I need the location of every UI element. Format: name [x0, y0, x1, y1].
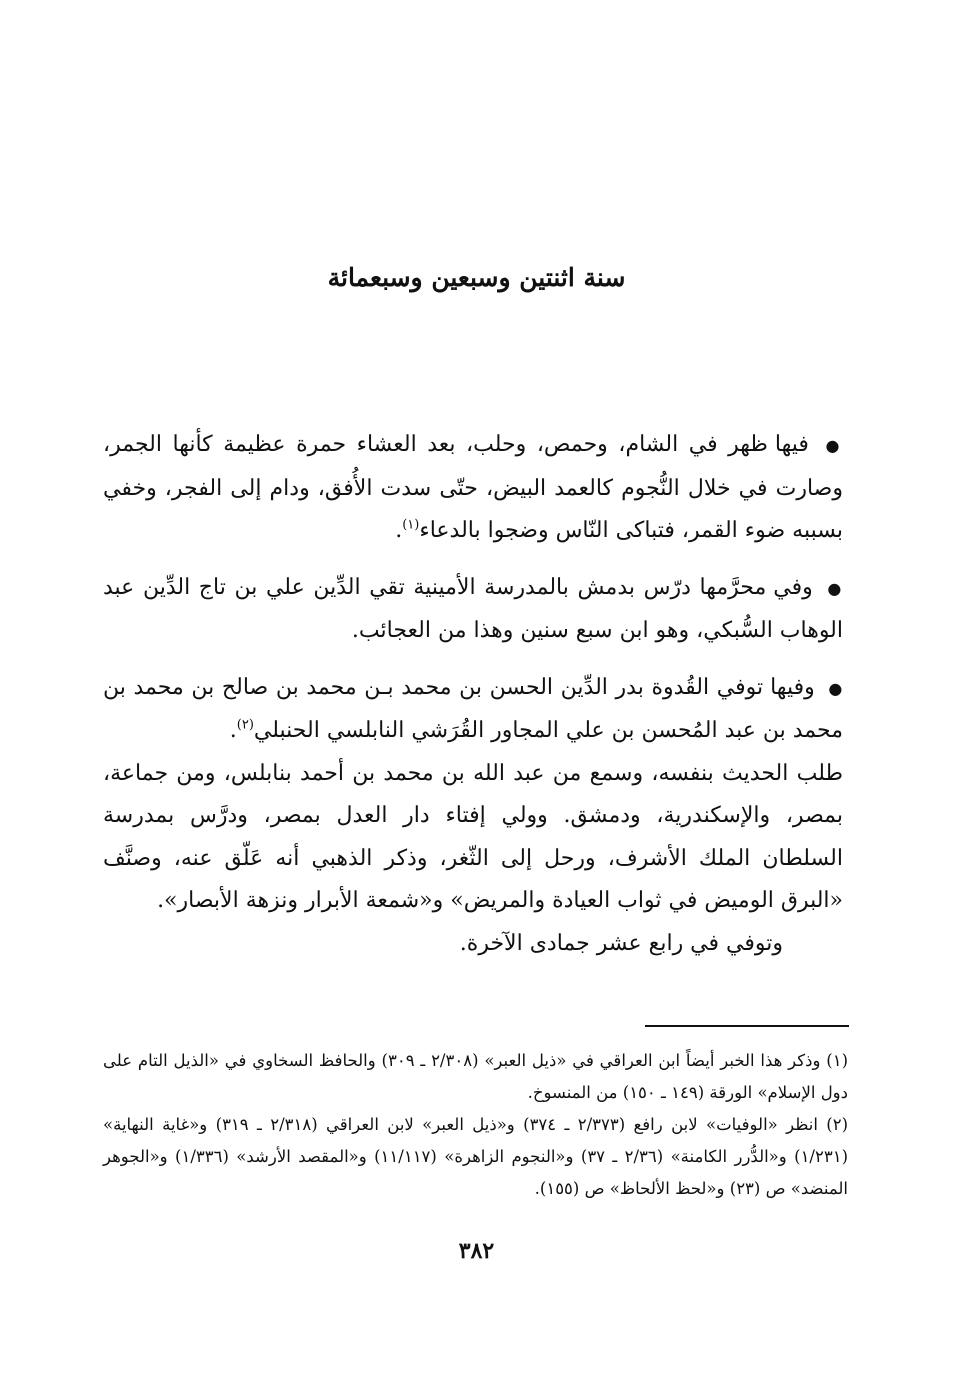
bullet-icon: ● — [825, 436, 843, 455]
paragraph-1-text: فيها ظهر في الشام، وحمص، وحلب، بعد العشاء حمرة عظيمة كأنها الجمر، وصارت في خلال النُّجوم كالعمد البيض، حتّى سدت الأُفق، ودام إلى الفجر، وخفي بسببه ضوء القمر، فتباكى النّاس وضجوا بالدعاء — [103, 432, 843, 543]
footnote-ref-2[interactable]: (٢) — [236, 717, 254, 733]
paragraph-5: وتوفي في رابع عشر جمادى الآخرة. — [459, 930, 783, 956]
bullet-icon: ● — [828, 678, 844, 698]
footnote-2: (٢) انظر «الوفيات» لابن رافع (٢/٣٧٣ ـ ٣٧٤) و«ذيل العبر» لابن العراقي (٢/٣١٨ ـ ٣١٩) و«غاية النهاية» (١/٢٣١) و«الدُّرر الكامنة» (٢/٣٦ ـ ٣٧) و«النجوم الزاهرة» (١١/١١٧) و«المقصد الأرشد» (١/٣٣٦) و«الجوهر المنضد» ص (٢٣) و«لحظ الألحاظ» ص (١٥٥). — [103, 1115, 849, 1198]
paragraph-1 — [103, 424, 843, 553]
paragraph-3-end: . — [229, 718, 237, 743]
footnote-divider — [645, 1025, 849, 1027]
paragraph-2 — [103, 567, 843, 653]
paragraph-2-text: وفي محرَّمها درّس بدمش بالمدرسة الأمينية تقي الدِّين علي بن تاج الدِّين عبد الوهاب السُّبكي، وهو ابن سبع سنين وهذا من العجائب. — [103, 574, 843, 643]
paragraph-1-end: . — [395, 518, 403, 543]
section-title: سنة اثنتين وسبعين وسبعمائة — [327, 263, 626, 292]
footnote-ref-1[interactable]: (١) — [402, 517, 420, 533]
paragraph-4: طلب الحديث بنفسه، وسمع من عبد الله بن محمد بن أحمد بنابلس، ومن جماعة، بمصر، والإسكندرية، ودمشق. وولي إفتاء دار العدل بمصر، ودرَّس بمدرسة السلطان الملك الأشرف، ورحل إلى الثّغر، وذكر الذهبي أنه عَلّق عنه، وصنَّف «البرق الوميض في ثواب العيادة والمريض» و«شمعة الأبرار ونزهة الأبصار». — [103, 760, 843, 913]
paragraph-3 — [103, 667, 843, 753]
main-text — [103, 424, 843, 965]
page-number: ٣٨٢ — [458, 1238, 495, 1264]
bullet-icon: ● — [827, 578, 844, 598]
footnote-1: (١) وذكر هذا الخبر أيضاً ابن العراقي في «ذيل العبر» (٢/٣٠٨ ـ ٣٠٩) والحافظ السخاوي في «الذيل التام على دول الإسلام» الورقة (١٤٩ ـ ١٥٠) من المنسوخ. — [103, 1051, 849, 1102]
footnotes — [103, 1045, 848, 1205]
paragraph-3-text: وفيها توفي القُدوة بدر الدِّين الحسن بن محمد بـن محمد بن صالح بن محمد بن محمد بن عبد المُحسن بن علي المجاور القُرَشي النابلسي الحنبلي — [103, 674, 843, 743]
